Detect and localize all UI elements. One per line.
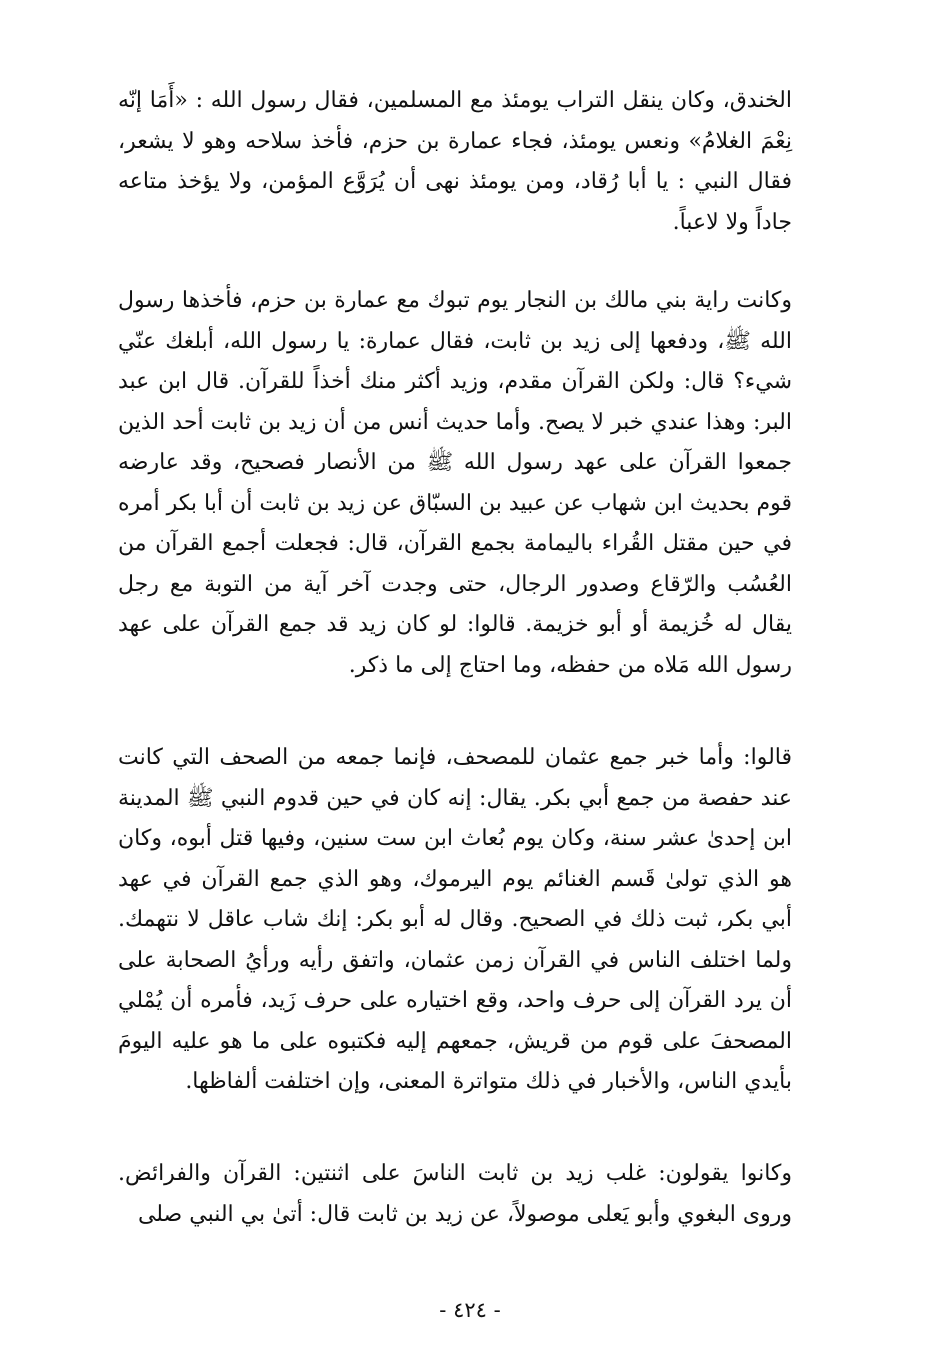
paragraph-4: وكانوا يقولون: غلب زيد بن ثابت الناسَ على اثنتين: القرآن والفرائض. وروى البغوي وأبو يَعلى موصولاً، عن زيد بن ثابت قال: أتىٰ بي النبي صلى <box>118 1161 792 1227</box>
paragraph-2: وكانت راية بني مالك بن النجار يوم تبوك مع عمارة بن حزم، فأخذها رسول الله ﷺ، ودفعها إلى زيد بن ثابت، فقال عمارة: يا رسول الله، أبلغك عنّي شيء؟ قال: ولكن القرآن مقدم، وزيد أكثر منك أخذاً للقرآن. قال ابن عبد البر: وهذا عندي خبر لا يصح. وأما حديث أنس من أن زيد بن ثابت أحد الذين جمعوا القرآن على عهد رسول الله ﷺ من الأنصار فصحيح، وقد عارضه قوم بحديث ابن شهاب عن عبيد بن السبّاق عن زيد بن ثابت أن أبا بكر أمره في حين مقتل القُراء باليمامة بجمع القرآن، قال: فجعلت أجمع القرآن من العُسُب والرّقاع وصدور الرجال، حتى وجدت آخر آية من التوبة مع رجل يقال له خُزيمة أو أبو خزيمة. قالوا: لو كان زيد قد جمع القرآن على عهد رسول الله مَلاه من حفظه، وما احتاج إلى ما ذكر. <box>118 288 792 678</box>
paragraph-1: الخندق، وكان ينقل التراب يومئذ مع المسلمين، فقال رسول الله : «أَمَا إنّه نِعْمَ الغلامُ» ونعس يومئذ، فجاء عمارة بن حزم، فأخذ سلاحه وهو لا يشعر، فقال النبي : يا أبا رُقاد، ومن يومئذ نهى أن يُرَوَّع المؤمن، ولا يؤخذ متاعه جاداً ولا لاعباً. <box>118 88 792 235</box>
paragraph-3: قالوا: وأما خبر جمع عثمان للمصحف، فإنما جمعه من الصحف التي كانت عند حفصة من جمع أبي بكر. يقال: إنه كان في حين قدوم النبي ﷺ المدينة ابن إحدىٰ عشر سنة، وكان يوم بُعاث ابن ست سنين، وفيها قتل أبوه، وكان هو الذي تولىٰ قَسم الغنائم يوم اليرموك، وهو الذي جمع القرآن في عهد أبي بكر، ثبت ذلك في الصحيح. وقال له أبو بكر: إنك شاب عاقل لا نتهمك. ولما اختلف الناس في القرآن زمن عثمان، واتفق رأيه ورأيُ الصحابة على أن يرد القرآن إلى حرف واحد، وقع اختياره على حرف زَيد، فأمره أن يُمْلي المصحفَ على قوم من قريش، جمعهم إليه فكتبوه على ما هو عليه اليومَ بأيدي الناس، والأخبار في ذلك متواترة المعنى، وإن اختلفت ألفاظها. <box>118 745 792 1094</box>
page-number: - ٤٢٤ - <box>439 1298 501 1322</box>
